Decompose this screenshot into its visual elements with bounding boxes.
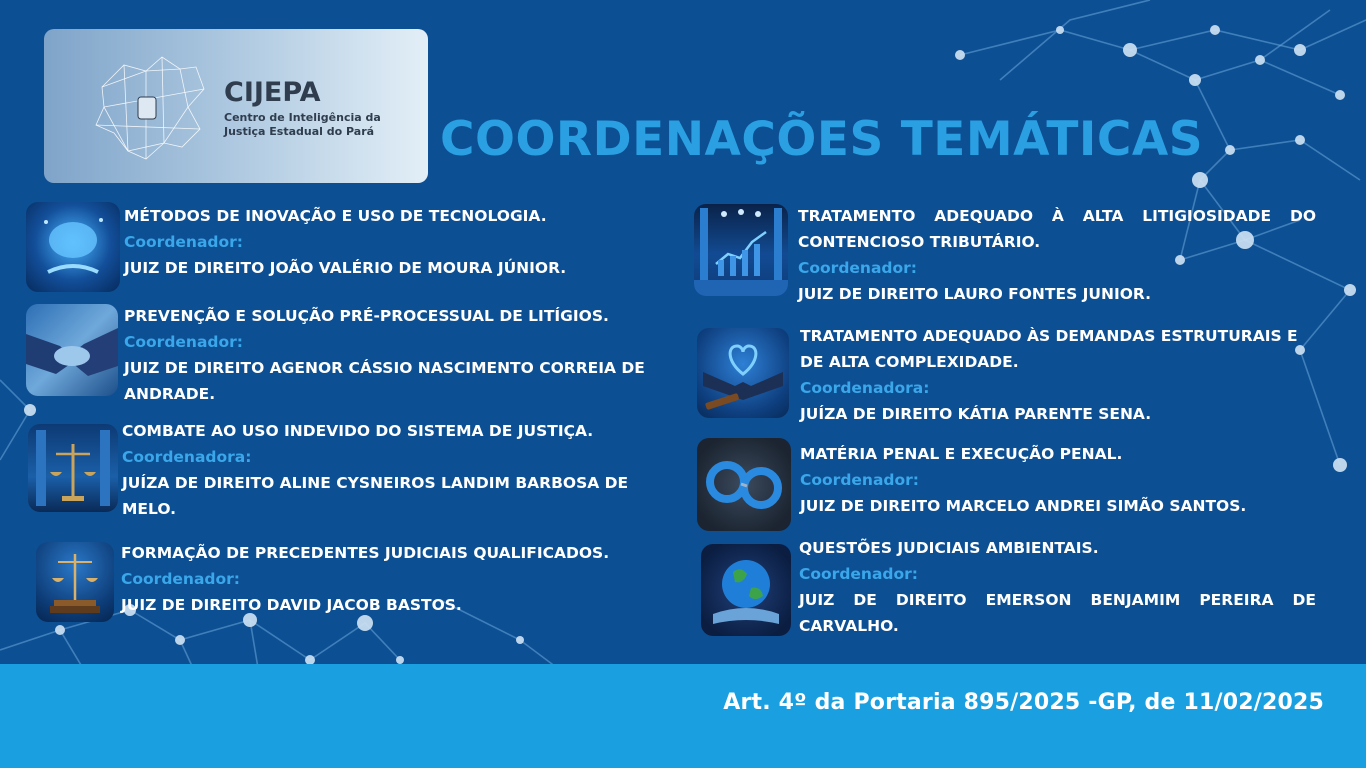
left-item-4-text [121, 540, 681, 618]
coordinator-name: JUIZ DE DIREITO JOÃO VALÉRIO DE MOURA JÚNIOR. [124, 259, 567, 277]
scales-icon [28, 424, 118, 512]
theme-label: TRATAMENTO ADEQUADO À ALTA LITIGIOSIDADE DO CONTENCIOSO TRIBUTÁRIO. [798, 207, 1316, 251]
chart-stage-icon [694, 204, 788, 296]
logo-subtitle-line1: Centro de Inteligência da [224, 111, 381, 124]
coordinator-name: JUÍZA DE DIREITO ALINE CYSNEIROS LANDIM BARBOSA DE MELO. [122, 474, 629, 518]
role-label: Coordenador: [121, 570, 241, 588]
footer-band [0, 664, 1366, 768]
page-title: COORDENAÇÕES TEMÁTICAS [440, 112, 1204, 167]
handcuffs-icon [697, 438, 791, 531]
right-item-4-text [799, 535, 1316, 639]
heart-gavel-icon [697, 328, 789, 418]
logo-name: CIJEPA [224, 77, 321, 108]
role-label: Coordenador: [798, 259, 918, 277]
para-map-logo-icon [84, 47, 214, 165]
left-item-2-text [124, 303, 674, 407]
role-label: Coordenador: [800, 471, 920, 489]
coordinator-name: JUIZ DE DIREITO DAVID JACOB BASTOS. [121, 596, 462, 614]
left-item-3-text [122, 418, 672, 522]
right-item-3-text [800, 441, 1320, 519]
theme-label: QUESTÕES JUDICIAIS AMBIENTAIS. [799, 539, 1099, 557]
coordinator-name: JUIZ DE DIREITO MARCELO ANDREI SIMÃO SANTOS. [800, 497, 1247, 515]
scales-books-icon [36, 542, 114, 622]
theme-label: MATÉRIA PENAL E EXECUÇÃO PENAL. [800, 445, 1123, 463]
coordinator-name: JUIZ DE DIREITO AGENOR CÁSSIO NASCIMENTO CORREIA DE ANDRADE. [124, 359, 645, 403]
theme-label: TRATAMENTO ADEQUADO ÀS DEMANDAS ESTRUTURAIS E DE ALTA COMPLEXIDADE. [800, 327, 1298, 371]
role-label: Coordenadora: [122, 448, 252, 466]
coordinator-name: JUIZ DE DIREITO EMERSON BENJAMIM PEREIRA DE CARVALHO. [799, 591, 1316, 635]
right-item-2-text [800, 323, 1315, 427]
role-label: Coordenador: [124, 233, 244, 251]
theme-label: PREVENÇÃO E SOLUÇÃO PRÉ-PROCESSUAL DE LITÍGIOS. [124, 307, 609, 325]
role-label: Coordenador: [799, 565, 919, 583]
logo-subtitle-line2: Justiça Estadual do Pará [224, 125, 375, 138]
handshake-icon [26, 304, 118, 396]
coordinator-name: JUIZ DE DIREITO LAURO FONTES JUNIOR. [798, 285, 1152, 303]
role-label: Coordenador: [124, 333, 244, 351]
logo-card [44, 29, 428, 183]
coordinator-name: JUÍZA DE DIREITO KÁTIA PARENTE SENA. [800, 405, 1152, 423]
footer-reference: Art. 4º da Portaria 895/2025 -GP, de 11/02/2025 [723, 690, 1324, 715]
theme-label: COMBATE AO USO INDEVIDO DO SISTEMA DE JUSTIÇA. [122, 422, 594, 440]
brain-ai-icon [26, 202, 120, 292]
theme-label: MÉTODOS DE INOVAÇÃO E USO DE TECNOLOGIA. [124, 207, 547, 225]
logo-subtitle [224, 111, 424, 139]
theme-label: FORMAÇÃO DE PRECEDENTES JUDICIAIS QUALIFICADOS. [121, 544, 610, 562]
globe-hand-icon [701, 544, 791, 636]
left-item-1-text [124, 203, 684, 281]
right-item-1-text [798, 203, 1316, 307]
role-label: Coordenadora: [800, 379, 930, 397]
